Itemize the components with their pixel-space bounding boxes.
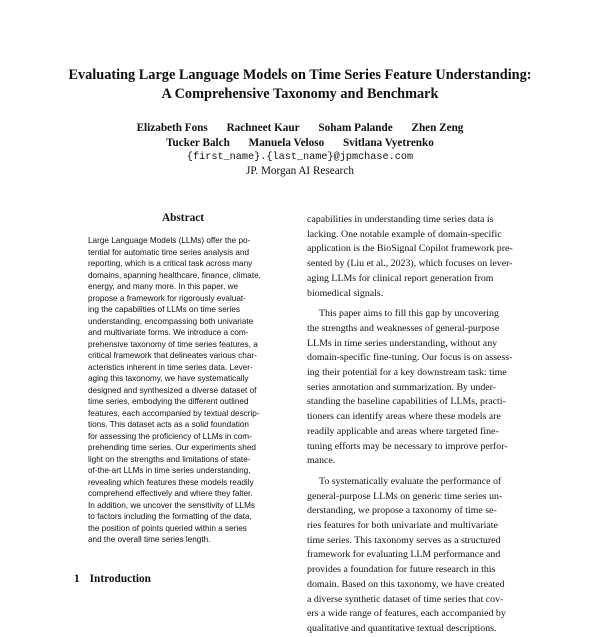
affiliation: JP. Morgan AI Research bbox=[246, 165, 354, 177]
body-line: standing the baseline capabilities of LLMs, practi- bbox=[307, 396, 506, 408]
author-list bbox=[40, 121, 560, 151]
author-name: Rachneet Kaur bbox=[226, 122, 300, 134]
body-paragraph bbox=[307, 307, 532, 469]
body-line: a diverse synthetic dataset of time series that cov- bbox=[307, 593, 504, 605]
author-row bbox=[40, 136, 560, 151]
abstract-line: acteristics inherent in time series data. Lever- bbox=[88, 362, 253, 372]
body-line: ers a wide range of features, each accompanied by bbox=[307, 608, 506, 620]
section-heading bbox=[74, 572, 151, 586]
abstract-line: tions. This dataset acts as a solid foundation bbox=[88, 420, 249, 429]
abstract-line: Large Language Models (LLMs) offer the po- bbox=[88, 236, 251, 245]
abstract-line: reporting, which is a critical task across many bbox=[88, 259, 253, 268]
title-line-1: Evaluating Large Language Models on Time Series Feature Understanding: bbox=[68, 67, 532, 83]
body-line: This paper aims to fill this gap by uncovering bbox=[319, 308, 499, 320]
abstract-line: critical framework that delineates various char- bbox=[88, 351, 257, 360]
abstract-line: and multivariate forms. We introduce a com- bbox=[88, 328, 249, 337]
right-column-body bbox=[307, 213, 532, 637]
abstract-line: domains, spanning healthcare, finance, climate, bbox=[88, 270, 261, 280]
body-line: tioners can identify areas where these models are bbox=[307, 411, 501, 423]
abstract-body bbox=[88, 235, 270, 546]
author-name: Elizabeth Fons bbox=[136, 122, 208, 134]
body-line: ries features for both univariate and multivariate bbox=[307, 520, 498, 532]
abstract-line: light on the strengths and limitations of state- bbox=[88, 454, 251, 464]
abstract-line: time series, embodying the different outlined bbox=[88, 397, 249, 406]
body-line: tuning efforts may be necessary to improve perfor- bbox=[307, 440, 508, 452]
author-name: Manuela Veloso bbox=[248, 137, 325, 149]
section-number: 1 bbox=[74, 573, 80, 585]
title-line-2: A Comprehensive Taxonomy and Benchmark bbox=[161, 86, 439, 102]
body-line: sented by (Liu et al., 2023), which focuses on lever- bbox=[307, 258, 513, 270]
abstract-line: In addition, we uncover the sensitivity of LLMs bbox=[88, 500, 256, 510]
body-line: capabilities in understanding time series data is bbox=[307, 214, 494, 225]
paper-title bbox=[40, 66, 560, 104]
author-name: Soham Palande bbox=[318, 122, 393, 134]
body-line: domain. Based on this taxonomy, we have created bbox=[307, 578, 505, 590]
body-line: domain-specific fine-tuning. Our focus is on assess- bbox=[307, 352, 513, 364]
body-line: qualitative and quantitative textual descriptions. bbox=[307, 622, 497, 634]
abstract-line: tential for automatic time series analysis and bbox=[88, 247, 250, 257]
abstract-line: ing the capabilities of LLMs on time series bbox=[88, 305, 241, 314]
abstract-line: designed and synthesized a diverse dataset of bbox=[88, 385, 257, 395]
body-line: ing their potential for a key downstream task: time bbox=[307, 367, 507, 379]
abstract-heading: Abstract bbox=[161, 212, 205, 224]
author-name: Zhen Zeng bbox=[411, 122, 464, 134]
body-line: time series. This taxonomy serves as a structured bbox=[307, 534, 501, 546]
abstract-line: and the overall time series length. bbox=[88, 535, 211, 544]
body-paragraph bbox=[307, 213, 532, 301]
abstract-line: for assessing the proficiency of LLMs in com- bbox=[88, 431, 252, 441]
abstract-line: to factors including the formatting of the data, bbox=[88, 512, 252, 521]
author-name: Svitlana Vyetrenko bbox=[342, 137, 434, 149]
body-line: biomedical signals. bbox=[307, 287, 384, 299]
body-line: provides a foundation for future research in this bbox=[307, 564, 496, 576]
body-line: general-purpose LLMs on generic time series un- bbox=[307, 490, 503, 502]
abstract-line: of-the-art LLMs in time series understanding, bbox=[88, 466, 251, 475]
section-title: Introduction bbox=[89, 573, 151, 585]
author-name: Tucker Balch bbox=[166, 137, 230, 149]
abstract-line: comprehend effectively and where they falter. bbox=[88, 489, 253, 498]
abstract-line: prehensive taxonomy of time series features, a bbox=[88, 339, 258, 349]
body-line: the strengths and weaknesses of general-purpose bbox=[307, 322, 500, 334]
abstract-line: features, each accompanied by textual descrip- bbox=[88, 408, 260, 418]
abstract-line: aging this taxonomy, we have systematically bbox=[88, 374, 249, 383]
body-line: To systematically evaluate the performance of bbox=[319, 475, 502, 487]
body-line: mance. bbox=[307, 455, 336, 467]
abstract-line: prehending time series. Our experiments shed bbox=[88, 443, 256, 452]
body-line: readily applicable and areas where targeted fine- bbox=[307, 425, 499, 437]
author-email: {first_name}.{last_name}@jpmchase.com bbox=[186, 152, 414, 163]
author-row bbox=[40, 121, 560, 136]
body-line: framework for evaluating LLM performance and bbox=[307, 549, 501, 561]
body-paragraph bbox=[307, 475, 532, 637]
body-line: application is the BioSignal Copilot framework pre- bbox=[307, 243, 513, 255]
body-line: lacking. One notable example of domain-specific bbox=[307, 228, 502, 240]
body-line: derstanding, we propose a taxonomy of time se- bbox=[307, 505, 497, 517]
abstract-line: understanding, encompassing both univariate bbox=[88, 316, 254, 326]
abstract-line: energy, and many more. In this paper, we bbox=[88, 282, 239, 291]
body-line: LLMs in time series understanding, without any bbox=[307, 337, 498, 349]
abstract-line: revealing which features these models readily bbox=[88, 477, 254, 487]
body-line: aging LLMs for clinical report generation from bbox=[307, 272, 494, 284]
abstract-line: propose a framework for rigorously evaluat- bbox=[88, 293, 246, 303]
abstract-line: the position of points queried within a series bbox=[88, 523, 247, 533]
body-line: series annotation and summarization. By under- bbox=[307, 381, 497, 393]
